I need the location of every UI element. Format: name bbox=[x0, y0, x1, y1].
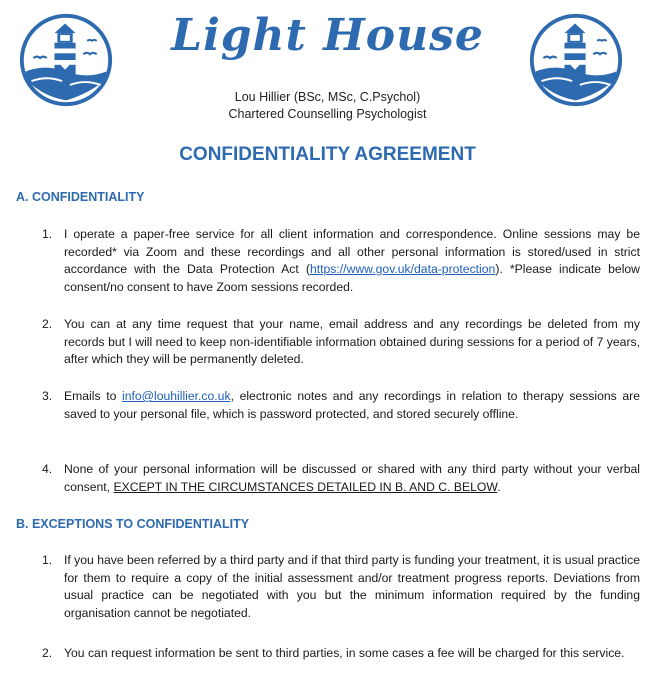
letterhead bbox=[0, 0, 655, 130]
item-text-part: I operate a paper-free service for all client information and correspondence. Online sessions may be recorded* via Zoom and these recordings and all other personal information is stored/used in strict accordance with the Data Protection Act ( bbox=[64, 227, 640, 276]
item-number: 2. bbox=[42, 646, 53, 660]
data-protection-link[interactable]: https://www.gov.uk/data-protection bbox=[309, 262, 496, 276]
item-text-part: , electronic notes and any recordings in relation to therapy sessions are saved to your personal file, which is password protected, and stored securely offline. bbox=[64, 389, 640, 421]
item-number: 1. bbox=[42, 227, 53, 241]
underlined-exception-note: EXCEPT IN THE CIRCUMSTANCES DETAILED IN B. AND C. BELOW bbox=[113, 479, 498, 494]
item-text: If you have been referred by a third party and if that third party is funding your treatment, it is usual practice for them to require a copy of the initial assessment and/or treatment progress reports. Deviations from usual practice can be negotiated with you but the minimum information required by the funding organisation cannot be negotiated. bbox=[64, 553, 640, 620]
section-heading-exceptions: B. EXCEPTIONS TO CONFIDENTIALITY bbox=[16, 517, 250, 531]
item-number: 1. bbox=[42, 553, 53, 567]
item-text bbox=[64, 388, 640, 423]
item-number: 4. bbox=[42, 462, 53, 476]
item-number: 3. bbox=[42, 389, 53, 403]
item-text bbox=[64, 226, 640, 296]
item-text-part: ). *Please indicate below consent/no consent to have Zoom sessions recorded. bbox=[64, 262, 640, 294]
practitioner-name: Lou Hillier (BSc, MSc, C.Psychol) bbox=[234, 90, 421, 104]
section-heading-confidentiality: A. CONFIDENTIALITY bbox=[16, 190, 145, 204]
item-number: 2. bbox=[42, 317, 53, 331]
item-text bbox=[64, 461, 640, 496]
lighthouse-logo-icon bbox=[528, 12, 624, 108]
item-text: You can at any time request that your name, email address and any recordings be deleted from my records but I will need to keep non-identifiable information obtained during sessions for a period of 7 years, after which they will be permanently deleted. bbox=[64, 317, 640, 366]
email-link[interactable]: info@louhillier.co.uk bbox=[121, 389, 231, 403]
practitioner-role: Chartered Counselling Psychologist bbox=[228, 107, 427, 121]
brand-wordmark: Light House bbox=[171, 10, 484, 61]
item-text-part: . bbox=[497, 479, 501, 494]
lighthouse-logo-icon bbox=[18, 12, 114, 108]
item-text-part: Emails to bbox=[64, 389, 122, 403]
document-title: CONFIDENTIALITY AGREEMENT bbox=[179, 144, 476, 165]
item-text: You can request information be sent to third parties, in some cases a fee will be charged for this service. bbox=[64, 646, 625, 660]
item-text-part: None of your personal information will be discussed or shared with any third party without your verbal consent, bbox=[64, 462, 640, 494]
